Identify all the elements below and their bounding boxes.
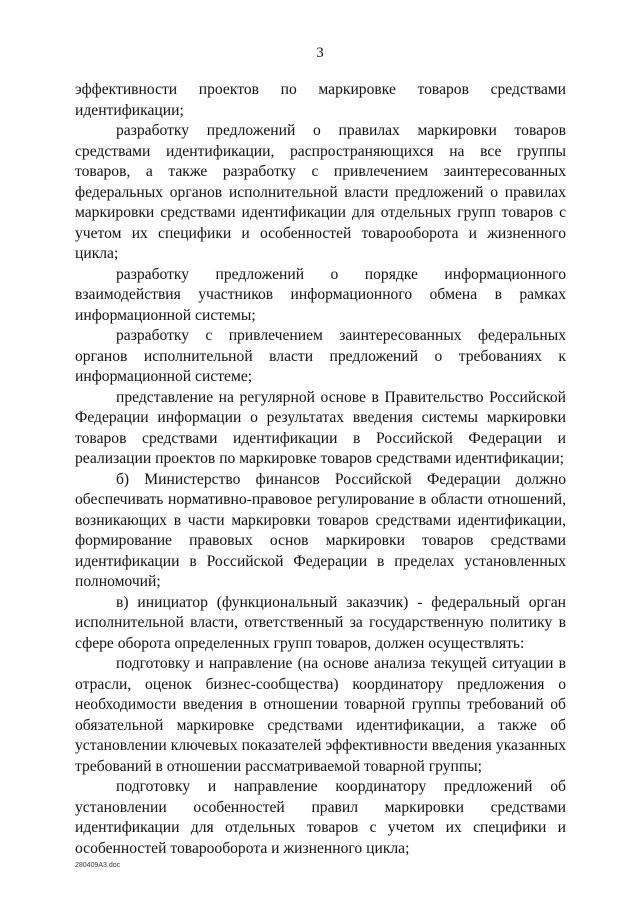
document-filename: 280409A3.doc — [75, 862, 121, 869]
paragraph: разработку предложений о правилах маркировки товаров средствами идентификации, распространяющихся на все группы товаров, а также разработку с привлечением заинтересованных федеральных органов исполнительной власти предложений о правилах маркировки средствами идентификации для отдельных групп товаров с учетом их специфики и особенностей товарооборота и жизненного цикла; — [75, 122, 566, 262]
document-body — [75, 80, 566, 859]
paragraph-item-v: в) инициатор (функциональный заказчик) - федеральный орган исполнительной власти, ответственный за государственную политику в сфере оборота определенных групп товаров, должен осуществлять: — [75, 593, 566, 652]
paragraph: разработку предложений о порядке информационного взаимодействия участников информационного обмена в рамках информационной системы; — [75, 265, 566, 324]
paragraph-continuation: эффективности проектов по маркировке товаров средствами идентификации; — [75, 81, 566, 119]
paragraph-item-b: б) Министерство финансов Российской Федерации должно обеспечивать нормативно-правовое регулирование в области отношений, возникающих в части маркировки товаров средствами идентификации, формирование правовых основ маркировки товаров средствами идентификации в Российской Федерации в пределах установленных полномочий; — [75, 470, 566, 590]
paragraph: представление на регулярной основе в Правительство Российской Федерации информации о результатах введения системы маркировки товаров средствами идентификации в Российской Федерации и реализации проектов по маркировке товаров средствами идентификации; — [75, 388, 566, 467]
paragraph: разработку с привлечением заинтересованных федеральных органов исполнительной власти предложений о требованиях к информационной системе; — [75, 327, 566, 385]
page-number: 3 — [316, 45, 324, 61]
paragraph: подготовку и направление координатору предложений об установлении особенностей правил маркировки средствами идентификации для отдельных товаров с учетом их специфики и особенностей товарооборота и жизненного цикла; — [75, 778, 566, 857]
paragraph: подготовку и направление (на основе анализа текущей ситуации в отрасли, оценок бизнес-сообщества) координатору предложения о необходимости введения в отношении товарной группы требований об обязательной маркировке средствами идентификации, а также об установлении ключевых показателей эффективности введения указанных требований в отношении рассматриваемой товарной группы; — [75, 655, 566, 775]
